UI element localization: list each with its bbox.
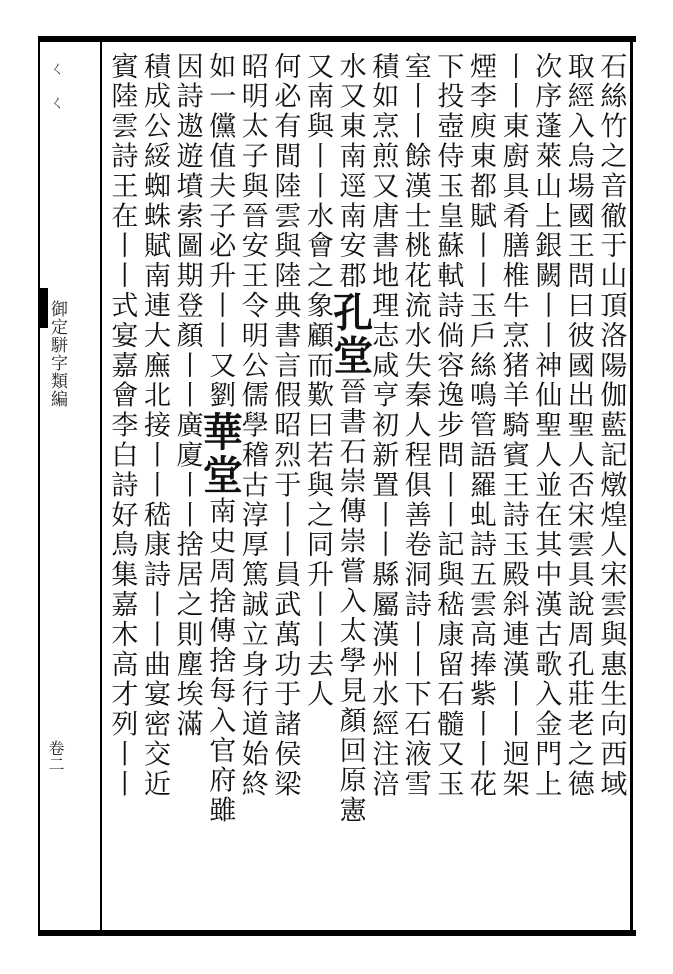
column-text: 室丨丨餘漢士桃花流水失秦人程俱善卷洞詩丨丨下石液雪 — [399, 52, 431, 800]
column-text: 煙李庾東都賦丨丨玉戶絲鳴管語羅虬詩五雲高捧紫丨丨花 — [465, 52, 496, 800]
column-text: 積成公綏蜘蛛賦南連大廡北接丨丨嵇康詩丨丨曲宴密交近 — [139, 52, 170, 800]
column-text: 下投壺侍玉皇蘇軾詩倘容逸步問丨丨記與嵇康留石髓又玉 — [432, 52, 464, 800]
column-text: 次序蓬萊山上銀闕丨丨神仙聖人並在其中漢古歌入金門上 — [530, 52, 562, 800]
margin-marks: ㄑㄑ — [47, 60, 66, 128]
text-column — [196, 52, 244, 924]
column-text: 南史周捨傳捨每入官府雖 — [204, 496, 236, 826]
column-text: 水又東南逕南安郡 — [334, 52, 366, 292]
column-text: 取經入烏場國王問曰彼國出聖人否宋雲具說周孔莊老之德 — [562, 52, 594, 800]
column-text: 晉書石崇傳崇嘗入太學見顏回原憲 — [334, 377, 366, 826]
margin-divider — [100, 42, 102, 930]
text-column — [561, 52, 595, 924]
text-column — [528, 52, 562, 924]
entry-headword: 孔堂 — [326, 291, 374, 378]
folio-number: 卷二 — [46, 740, 65, 772]
text-column — [170, 52, 204, 924]
left-border — [38, 36, 40, 936]
right-border — [630, 36, 633, 936]
text-column — [593, 52, 627, 924]
column-text: 賓陸雲詩王在丨丨式宴嘉會李白詩好鳥集嘉木高才列丨丨 — [106, 52, 138, 800]
margin-book-title: 御定駢字類編 — [47, 300, 67, 408]
text-column — [430, 52, 464, 924]
text-column — [137, 52, 171, 924]
column-text: 石絲竹之音徹于山頂洛陽伽藍記燉煌人宋雲與惠生向西域 — [595, 52, 627, 800]
text-column — [463, 52, 497, 924]
text-column — [104, 52, 138, 924]
text-column — [326, 52, 374, 924]
text-column — [267, 52, 301, 924]
column-text: 積如烹煎又唐書地理志咸亨初新置丨丨縣屬漢州水經注涪 — [367, 52, 399, 800]
text-column — [365, 52, 399, 924]
text-column — [496, 52, 530, 924]
column-text: 昭明太子與晉安王令明公儒學稽古淳厚篤誠立身行道始終 — [236, 52, 268, 800]
column-text: 丨丨東廚具肴膳椎牛烹猪羊騎賓王詩玉殿斜連漢丨丨迥架 — [497, 52, 529, 800]
text-column — [398, 52, 432, 924]
text-column — [300, 52, 334, 924]
column-text: 廣廈丨丨捨居之則塵埃滿 — [171, 410, 203, 740]
column-text: 如一儻值夫子必升丨丨又劉 — [204, 52, 236, 411]
top-border — [38, 36, 636, 42]
bottom-border — [38, 930, 636, 936]
column-text: 因詩遨遊墳索圖期登顏丨丨 — [171, 52, 203, 411]
entry-headword: 華堂 — [196, 410, 244, 497]
column-text: 又南與丨丨水會 — [302, 52, 333, 262]
column-text: 何必有間陸雲與陸典書言假昭烈于丨丨員武萬功于諸侯梁 — [269, 52, 301, 800]
column-text: 之象顧而歎曰若與之同升丨丨去人 — [302, 261, 333, 710]
